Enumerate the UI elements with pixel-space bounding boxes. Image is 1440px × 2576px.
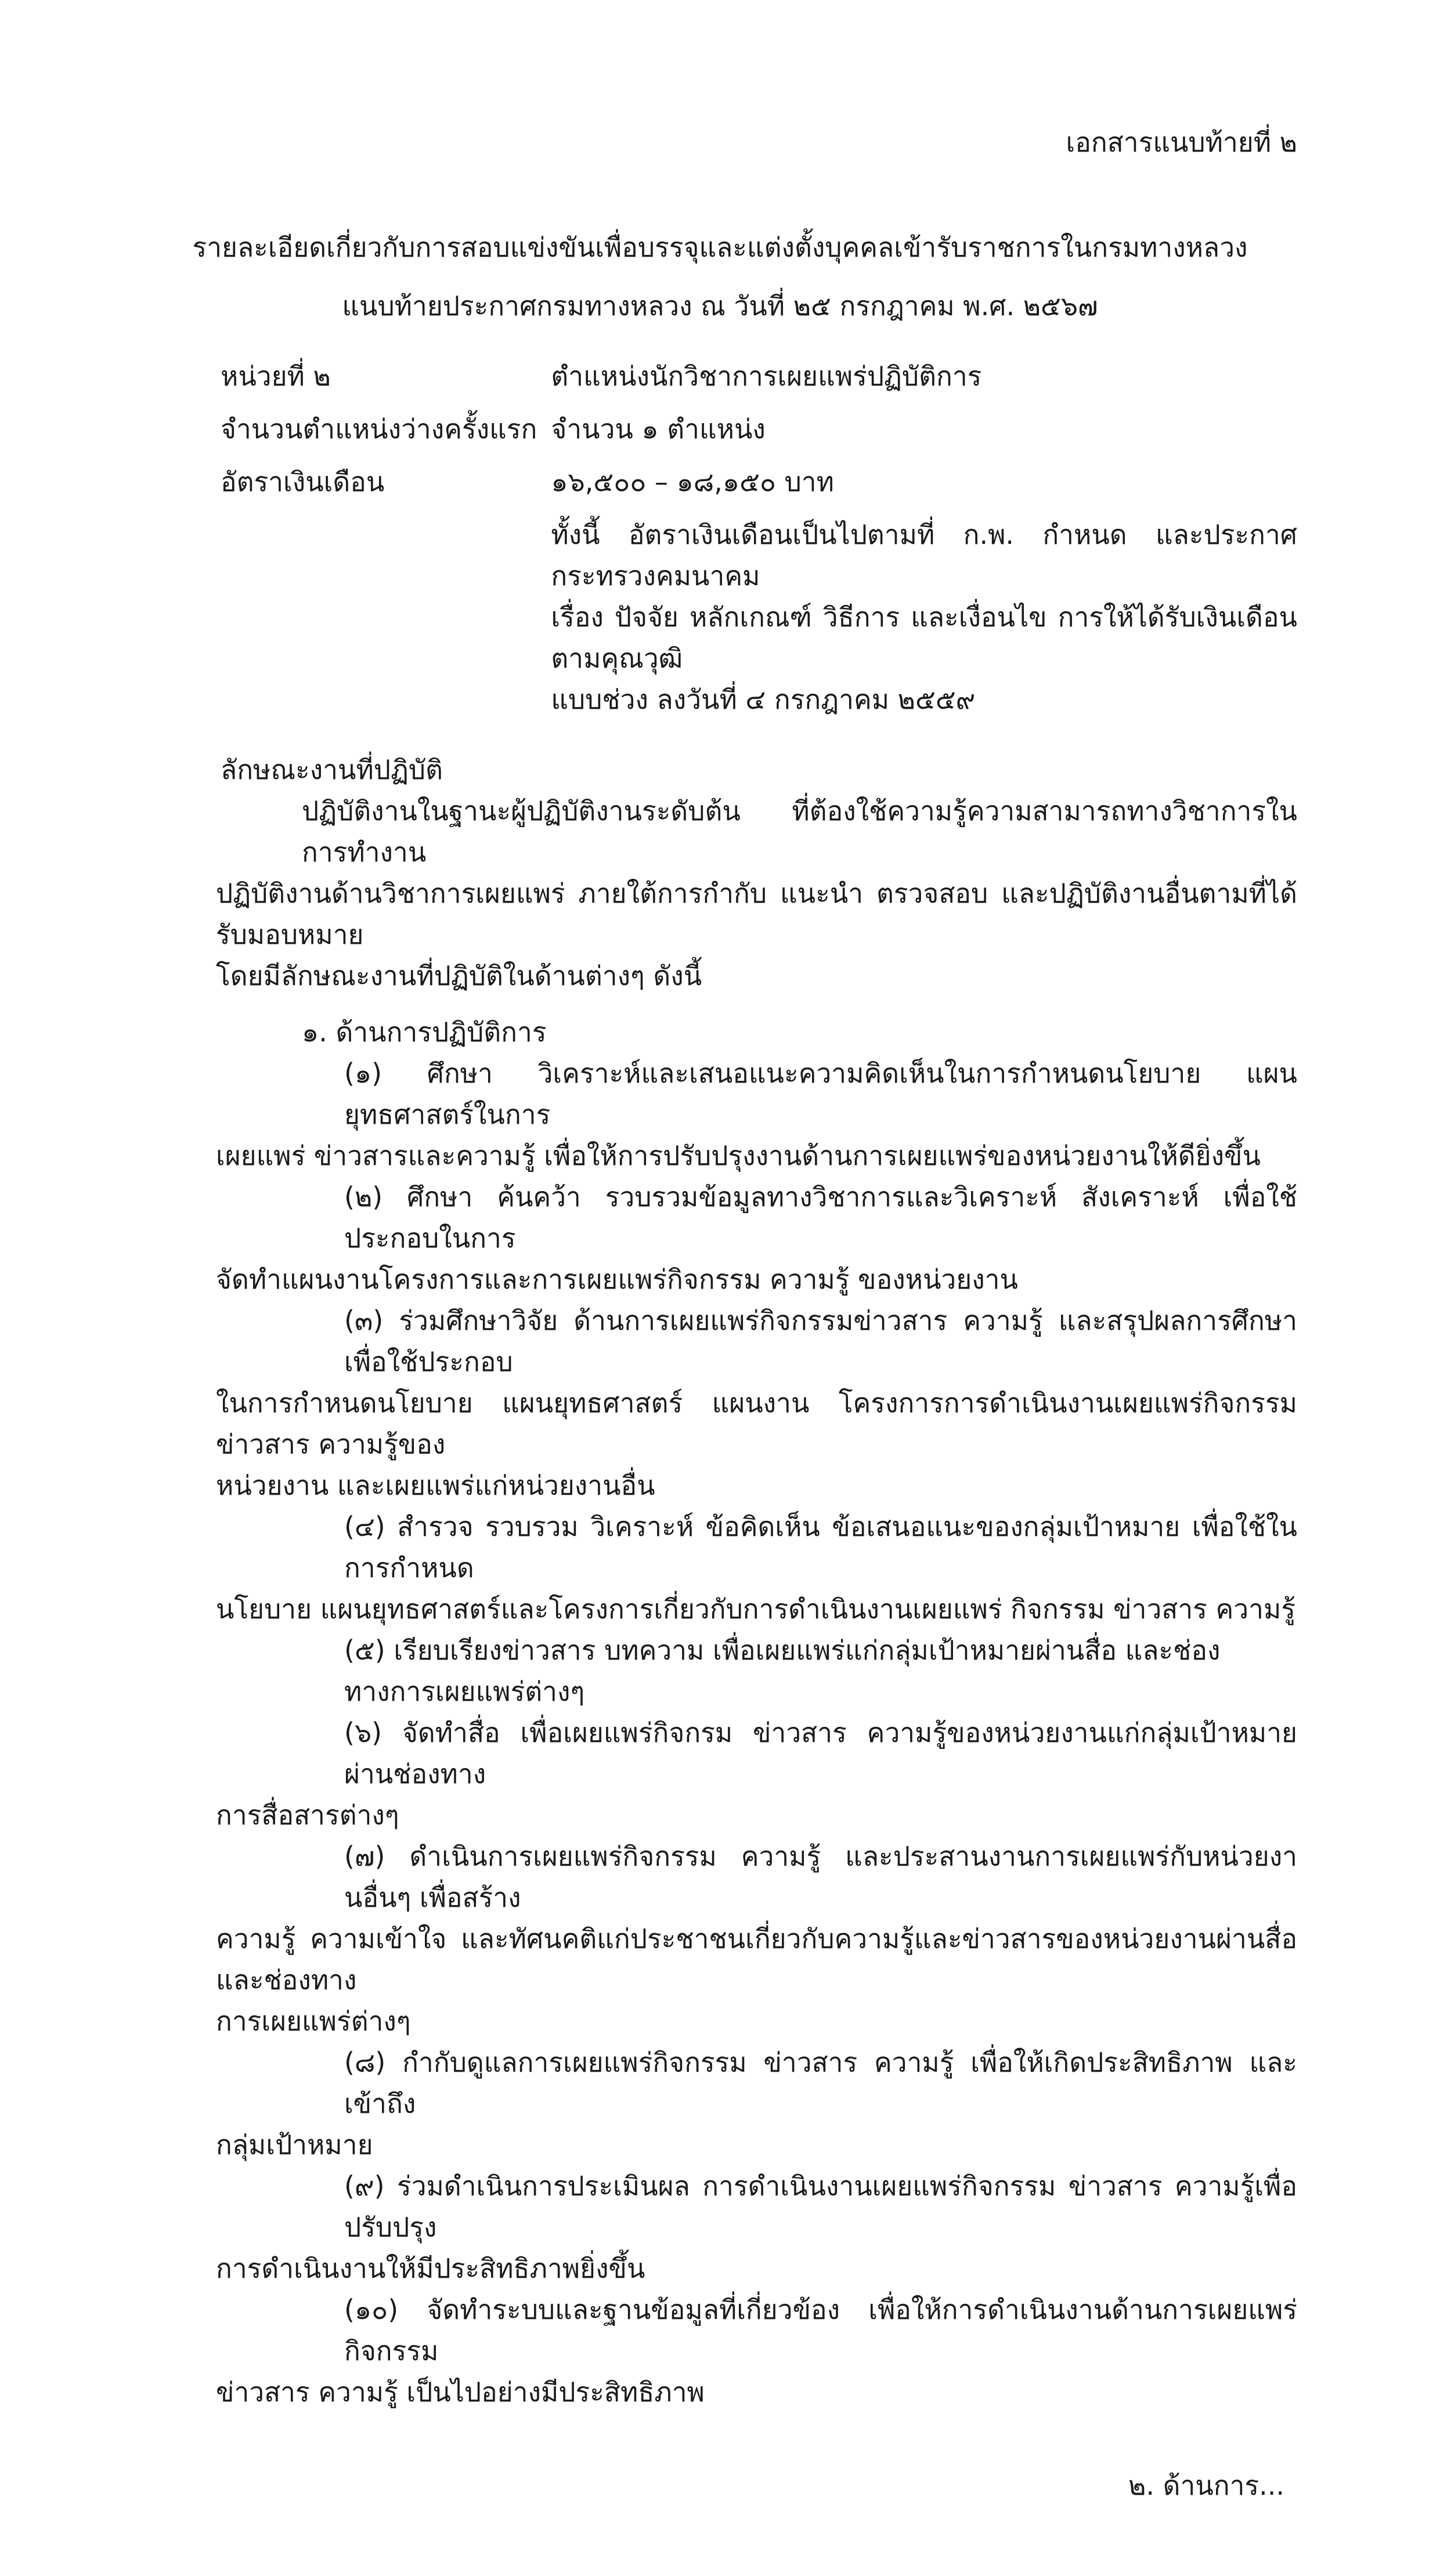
salary-label: อัตราเงินเดือน: [221, 466, 385, 497]
duty-item: [216, 1630, 1297, 1712]
duty-line: (๓) ร่วมศึกษาวิจัย ด้านการเผยแพร่กิจกรรมข่าวสาร ความรู้ และสรุปผลการศึกษาเพื่อใช้ประกอบ: [344, 1305, 1297, 1377]
duty-item: [216, 1836, 1297, 2042]
duty-line: หน่วยงาน และเผยแพร่แก่หน่วยงานอื่น: [216, 1470, 655, 1501]
vacancy-value: จำนวน ๑ ตำแหน่ง: [551, 413, 766, 445]
intro-paragraph: [216, 791, 1297, 997]
duty-line: (๖) จัดทำสื่อ เพื่อเผยแพร่กิจกรม ข่าวสาร ความรู้ของหน่วยงานแก่กลุ่มเป้าหมายผ่านช่องทาง: [344, 1717, 1297, 1790]
intro-line: โดยมีลักษณะงานที่ปฏิบัติในด้านต่างๆ ดังนี้: [216, 960, 702, 991]
duty-line: การดำเนินงานให้มีประสิทธิภาพยิ่งขึ้น: [216, 2253, 645, 2284]
duty-line: ข่าวสาร ความรู้ เป็นไปอย่างมีประสิทธิภาพ: [216, 2376, 705, 2408]
salary-note-line: เรื่อง ปัจจัย หลักเกณฑ์ วิธีการ และเงื่อนไข การให้ได้รับเงินเดือนตามคุณวุฒิ: [551, 601, 1297, 674]
duty-line: (๕) เรียบเรียงข่าวสาร บทความ เพื่อเผยแพร่แก่กลุ่มเป้าหมายผ่านสื่อ และช่องทางการเผยแพร่ต่างๆ: [344, 1635, 1221, 1707]
salary-value: ๑๖,๕๐๐ – ๑๘,๑๕๐ บาท: [551, 466, 834, 497]
intro-line: ปฏิบัติงานด้านวิชาการเผยแพร่ ภายใต้การกำกับ แนะนำ ตรวจสอบ และปฏิบัติงานอื่นตามที่ได้รับมอบหมาย: [216, 878, 1297, 950]
unit-value: ตำแหน่งนักวิชาการเผยแพร่ปฏิบัติการ: [551, 360, 982, 392]
salary-note-line: ทั้งนี้ อัตราเงินเดือนเป็นไปตามที่ ก.พ. กำหนด และประกาศกระทรวงคมนาคม: [551, 519, 1297, 591]
duty-item: [216, 1053, 1297, 1177]
document-title: รายละเอียดเกี่ยวกับการสอบแข่งขันเพื่อบรรจุและแต่งตั้งบุคคลเข้ารับราชการในกรมทางหลวง: [192, 232, 1248, 263]
duty-item: [216, 2042, 1297, 2166]
duty-line: จัดทำแผนงานโครงการและการเผยแพร่กิจกรรม ความรู้ ของหน่วยงาน: [216, 1264, 1018, 1295]
attachment-label: เอกสารแนบท้ายที่ ๒: [1066, 127, 1297, 158]
unit-label: หน่วยที่ ๒: [221, 360, 331, 392]
duty-line: (๒) ศึกษา ค้นคว้า รวบรวมข้อมูลทางวิชาการและวิเคราะห์ สังเคราะห์ เพื่อใช้ประกอบในการ: [344, 1181, 1297, 1254]
duty-item: [216, 1300, 1297, 1506]
duty-line: (๗) ดำเนินการเผยแพร่กิจกรรม ความรู้ และประสานงานการเผยแพร่กับหน่วยงานอื่นๆ เพื่อสร้าง: [344, 1841, 1297, 1913]
continuation-note: ๒. ด้านการ...: [1128, 2470, 1284, 2501]
duty-line: การสื่อสารต่างๆ: [216, 1799, 399, 1831]
duty-line: เผยแพร่ ข่าวสารและความรู้ เพื่อให้การปรับปรุงงานด้านการเผยแพร่ของหน่วยงานให้ดียิ่งขึ้น: [216, 1140, 1261, 1171]
salary-note-line: แบบช่วง ลงวันที่ ๔ กรกฎาคม ๒๕๕๙: [551, 684, 976, 715]
duty-item: [216, 2166, 1297, 2289]
duty-list: [216, 1053, 1297, 2413]
document-subtitle: แนบท้ายประกาศกรมทางหลวง ณ วันที่ ๒๕ กรกฎาคม พ.ศ. ๒๕๖๗: [342, 290, 1098, 322]
duty-line: (๑๐) จัดทำระบบและฐานข้อมูลที่เกี่ยวข้อง เพื่อให้การดำเนินงานด้านการเผยแพร่กิจกรรม: [344, 2294, 1297, 2366]
duty-item: [216, 1506, 1297, 1630]
section-heading: ลักษณะงานที่ปฏิบัติ: [221, 754, 443, 785]
duty-line: นโยบาย แผนยุทธศาสตร์และโครงการเกี่ยวกับการดำเนินงานเผยแพร่ กิจกรรม ข่าวสาร ความรู้: [216, 1593, 1295, 1625]
duty-line: การเผยแพร่ต่างๆ: [216, 2005, 411, 2037]
duty-line: (๔) สำรวจ รวบรวม วิเคราะห์ ข้อคิดเห็น ข้อเสนอแนะของกลุ่มเป้าหมาย เพื่อใช้ในการกำหนด: [344, 1511, 1297, 1583]
intro-line: ปฏิบัติงานในฐานะผู้ปฏิบัติงานระดับต้น ที่ต้องใช้ความรู้ความสามารถทางวิชาการในการทำงาน: [302, 795, 1297, 868]
duty-item: [216, 1712, 1297, 1836]
duty-item: [216, 2289, 1297, 2413]
duty-line: (๑) ศึกษา วิเคราะห์และเสนอแนะความคิดเห็นในการกำหนดนโยบาย แผนยุทธศาสตร์ในการ: [344, 1058, 1297, 1130]
subheading: ๑. ด้านการปฏิบัติการ: [302, 1016, 547, 1048]
duty-line: ในการกำหนดนโยบาย แผนยุทธศาสตร์ แผนงาน โครงการการดำเนินงานเผยแพร่กิจกรรม ข่าวสาร ความรู้ของ: [216, 1387, 1297, 1460]
duty-line: กลุ่มเป้าหมาย: [216, 2129, 373, 2160]
duty-line: (๙) ร่วมดำเนินการประเมินผล การดำเนินงานเผยแพร่กิจกรรม ข่าวสาร ความรู้เพื่อปรับปรุง: [344, 2170, 1297, 2243]
duty-line: ความรู้ ความเข้าใจ และทัศนคติแก่ประชาชนเกี่ยวกับความรู้และข่าวสารของหน่วยงานผ่านสื่อและช่องทาง: [216, 1923, 1297, 1996]
duty-item: [216, 1177, 1297, 1300]
salary-block: [551, 461, 1297, 720]
position-info: [216, 356, 1297, 720]
duty-line: (๘) กำกับดูแลการเผยแพร่กิจกรรม ข่าวสาร ความรู้ เพื่อให้เกิดประสิทธิภาพ และเข้าถึง: [344, 2047, 1297, 2119]
vacancy-label: จำนวนตำแหน่งว่างครั้งแรก: [221, 413, 537, 445]
